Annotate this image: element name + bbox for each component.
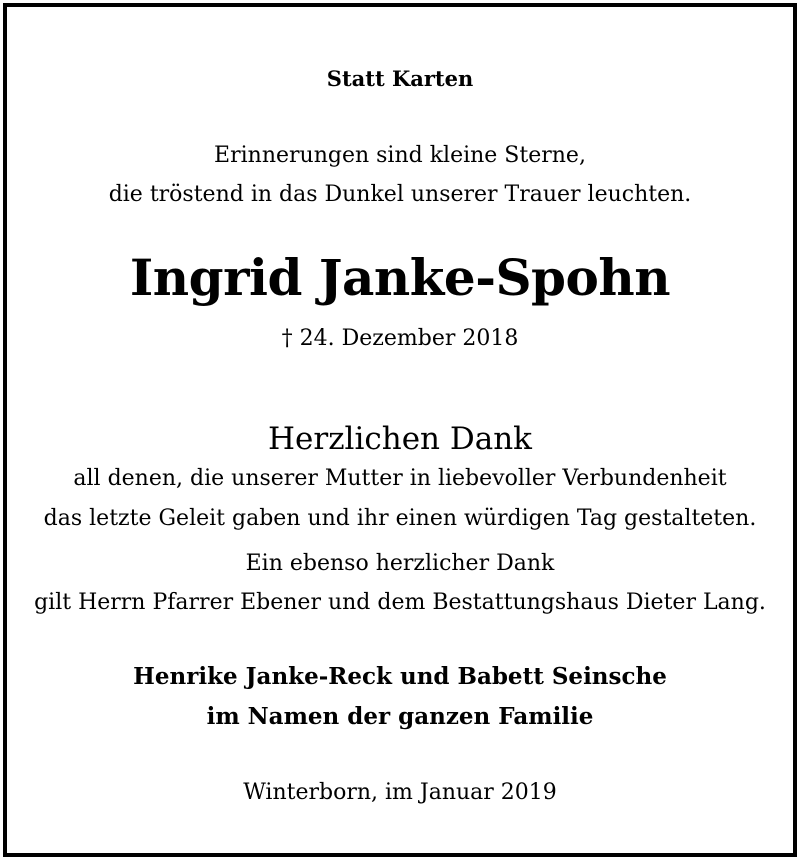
quote-line-2: die tröstend in das Dunkel unserer Trauer leuchten. [108,182,692,207]
thanks-title: Herzlichen Dank [268,421,532,457]
thanks-line-2: das letzte Geleit gaben und ihr einen würdigen Tag gestalteten. [43,506,757,531]
deceased-name: Ingrid Janke-Spohn [129,248,671,307]
quote-line-1: Erinnerungen sind kleine Sterne, [214,143,586,168]
signature-line-2: im Namen der ganzen Familie [206,703,594,730]
place-date: Winterborn, im Januar 2019 [243,780,557,805]
thanks-line-3: Ein ebenso herzlicher Dank [245,551,555,576]
signature-line-1: Henrike Janke-Reck und Babett Seinsche [133,663,667,690]
thanks-line-4: gilt Herrn Pfarrer Ebener und dem Bestattungshaus Dieter Lang. [34,590,766,615]
death-date: † 24. Dezember 2018 [281,326,519,351]
thanks-line-1: all denen, die unserer Mutter in liebevoller Verbundenheit [73,466,727,491]
notice-header: Statt Karten [326,66,474,91]
